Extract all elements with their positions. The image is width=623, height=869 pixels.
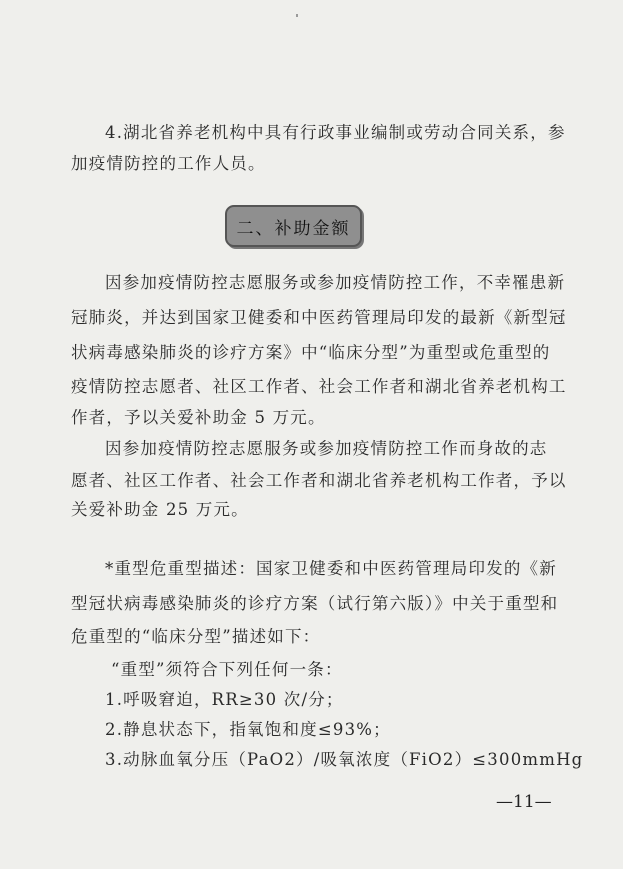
criterion-item: 1.呼吸窘迫，RR≥30 次/分；: [105, 690, 344, 709]
criterion-item: 3.动脉血氧分压（PaO2）/吸氧浓度（FiO2）≤300mmHg: [105, 750, 584, 769]
section-heading-box: [225, 205, 362, 247]
paragraph-1-line: 状病毒感染肺炎的诊疗方案》中“临床分型”为重型或危重型的: [71, 343, 551, 362]
note-line: 型冠状病毒感染肺炎的诊疗方案（试行第六版）》中关于重型和: [71, 594, 559, 613]
paragraph-2-line: 关爱补助金 25 万元。: [71, 500, 249, 519]
paragraph-1-line: 疫情防控志愿者、社区工作者、社会工作者和湖北省养老机构工: [71, 377, 567, 396]
scan-speck: [296, 14, 298, 17]
note-line: *重型危重型描述：国家卫健委和中医药管理局印发的《新: [105, 559, 557, 578]
item-4-line-2: 加疫情防控的工作人员。: [71, 154, 266, 173]
paragraph-2-line: 愿者、社区工作者、社会工作者和湖北省养老机构工作者，予以: [71, 471, 567, 490]
paragraph-1-line: 因参加疫情防控志愿服务或参加疫情防控工作，不幸罹患新: [105, 273, 566, 292]
item-4-line-1: 4.湖北省养老机构中具有行政事业编制或劳动合同关系，参: [105, 123, 566, 142]
paragraph-1-line: 作者，予以关爱补助金 5 万元。: [71, 408, 326, 427]
paragraph-1-line: 冠肺炎，并达到国家卫健委和中医药管理局印发的最新《新型冠: [71, 308, 567, 327]
criterion-item: 2.静息状态下，指氧饱和度≤93%；: [105, 720, 391, 739]
severe-intro: “重型”须符合下列任何一条：: [111, 660, 343, 679]
paragraph-2-line: 因参加疫情防控志愿服务或参加疫情防控工作而身故的志: [105, 439, 548, 458]
page-number: —11—: [496, 792, 552, 812]
section-heading: 二、补助金额: [236, 218, 351, 239]
note-line: 危重型的“临床分型”描述如下：: [71, 627, 321, 646]
